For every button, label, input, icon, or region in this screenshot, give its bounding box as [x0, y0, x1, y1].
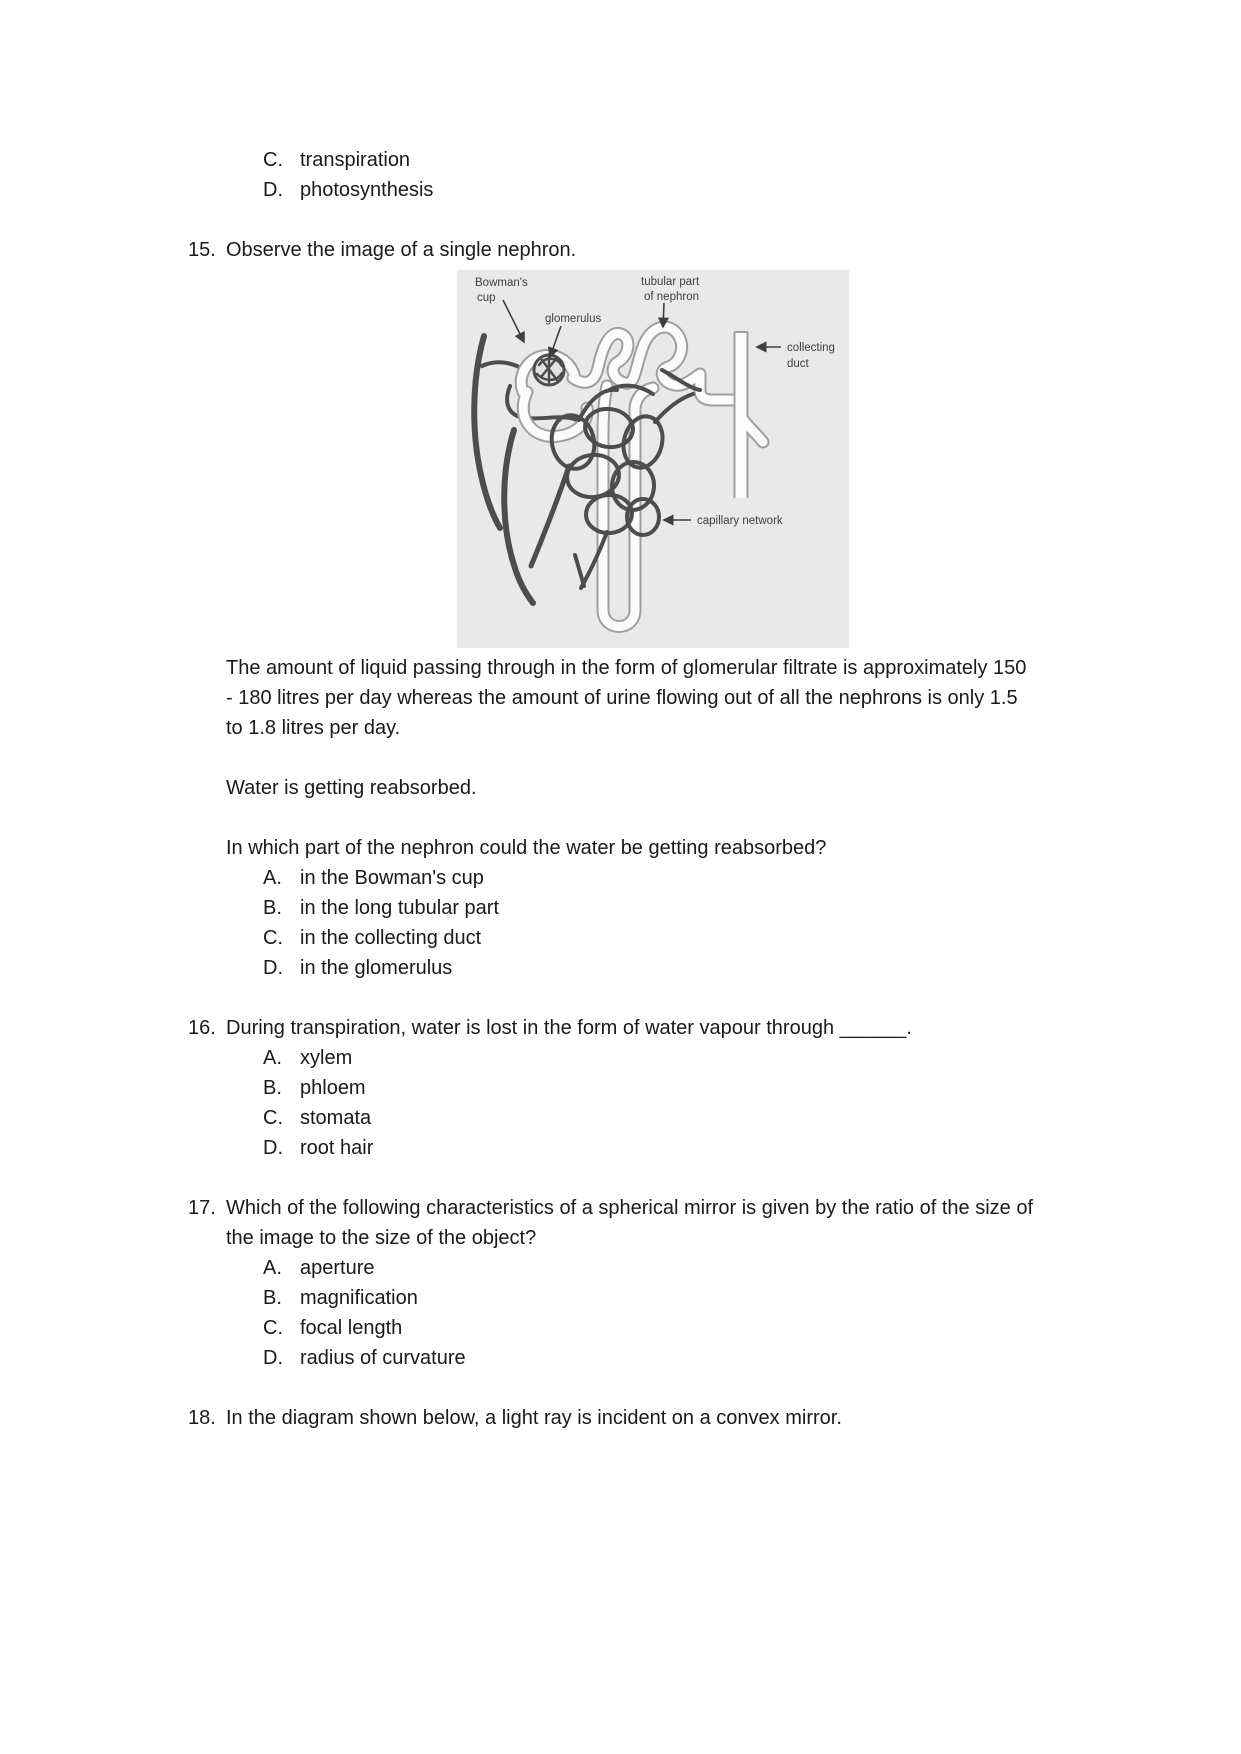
- option-text: xylem: [300, 1047, 353, 1069]
- q16-option-c: [263, 1103, 371, 1133]
- question-17-prompt-line2: the image to the size of the object?: [226, 1227, 537, 1249]
- option-text: radius of curvature: [300, 1347, 466, 1369]
- option-text: focal length: [300, 1317, 403, 1339]
- q15-paragraph-line3: to 1.8 litres per day.: [226, 717, 401, 739]
- q16-option-d: [263, 1133, 373, 1163]
- label-glomerulus: glomerulus: [545, 313, 602, 325]
- q15-paragraph-line2: - 180 litres per day whereas the amount of urine flowing out of all the nephrons is only 1.5: [226, 687, 1018, 709]
- q16-option-a: [263, 1043, 352, 1073]
- q17-option-d: [263, 1343, 466, 1373]
- question-16-prompt: [188, 1013, 912, 1043]
- option-letter: B.: [263, 897, 282, 919]
- q17-option-a: [263, 1253, 375, 1283]
- option-text: in the Bowman's cup: [300, 867, 484, 889]
- option-letter: B.: [263, 1287, 282, 1309]
- glomerulus-ball: [534, 354, 564, 385]
- q16-option-b: [263, 1073, 366, 1103]
- question-text: Which of the following characteristics of a spherical mirror is given by the ratio of the size of: [226, 1197, 1034, 1219]
- label-collecting-duct-line2: duct: [787, 358, 809, 370]
- lead-option-c: [263, 145, 410, 175]
- label-tubular-part-line2: of nephron: [644, 291, 699, 303]
- nephron-figure: [457, 270, 849, 648]
- option-letter: C.: [263, 927, 283, 949]
- option-letter: A.: [263, 1047, 282, 1069]
- option-letter: A.: [263, 1257, 282, 1279]
- q15-option-a: [263, 863, 484, 893]
- q17-option-b: [263, 1283, 418, 1313]
- label-collecting-duct-line1: collecting: [787, 342, 835, 354]
- tubular-part-arrow: [663, 303, 664, 327]
- label-capillary-network: capillary network: [697, 515, 783, 527]
- option-text: in the glomerulus: [300, 957, 453, 979]
- nephron-diagram: [457, 270, 849, 648]
- label-bowmans-cup-line2: cup: [477, 292, 496, 304]
- option-text: magnification: [300, 1287, 418, 1309]
- question-text: In the diagram shown below, a light ray is incident on a convex mirror.: [226, 1407, 842, 1429]
- option-text: in the long tubular part: [300, 897, 500, 919]
- option-letter: D.: [263, 1137, 283, 1159]
- q15-question: In which part of the nephron could the water be getting reabsorbed?: [226, 837, 827, 859]
- option-letter: C.: [263, 1317, 283, 1339]
- option-text: aperture: [300, 1257, 375, 1279]
- question-18-prompt: [188, 1403, 842, 1433]
- lead-option-d: [263, 175, 433, 205]
- question-number: 16.: [188, 1017, 216, 1039]
- label-bowmans-cup-line1: Bowman's: [475, 277, 528, 289]
- q15-paragraph-line1: The amount of liquid passing through in the form of glomerular filtrate is approximately 150: [226, 657, 1027, 679]
- q15-option-b: [263, 893, 499, 923]
- option-text: phloem: [300, 1077, 366, 1099]
- option-letter: C.: [263, 149, 283, 171]
- question-text: Observe the image of a single nephron.: [226, 239, 577, 261]
- question-number: 17.: [188, 1197, 216, 1219]
- q15-option-d: [263, 953, 452, 983]
- question-15-prompt: [188, 235, 576, 265]
- option-letter: B.: [263, 1077, 282, 1099]
- question-number: 18.: [188, 1407, 216, 1429]
- option-letter: D.: [263, 957, 283, 979]
- q15-statement: Water is getting reabsorbed.: [226, 777, 477, 799]
- question-number: 15.: [188, 239, 216, 261]
- label-tubular-part-line1: tubular part: [641, 276, 700, 288]
- q15-option-c: [263, 923, 481, 953]
- question-17-prompt-line1: [188, 1193, 1033, 1223]
- question-text: During transpiration, water is lost in the form of water vapour through ______.: [226, 1017, 912, 1039]
- option-letter: D.: [263, 179, 283, 201]
- option-letter: D.: [263, 1347, 283, 1369]
- option-text: in the collecting duct: [300, 927, 482, 949]
- option-text: root hair: [300, 1137, 374, 1159]
- option-letter: C.: [263, 1107, 283, 1129]
- option-text: photosynthesis: [300, 179, 434, 201]
- q17-option-c: [263, 1313, 402, 1343]
- option-letter: A.: [263, 867, 282, 889]
- option-text: transpiration: [300, 149, 411, 171]
- option-text: stomata: [300, 1107, 372, 1129]
